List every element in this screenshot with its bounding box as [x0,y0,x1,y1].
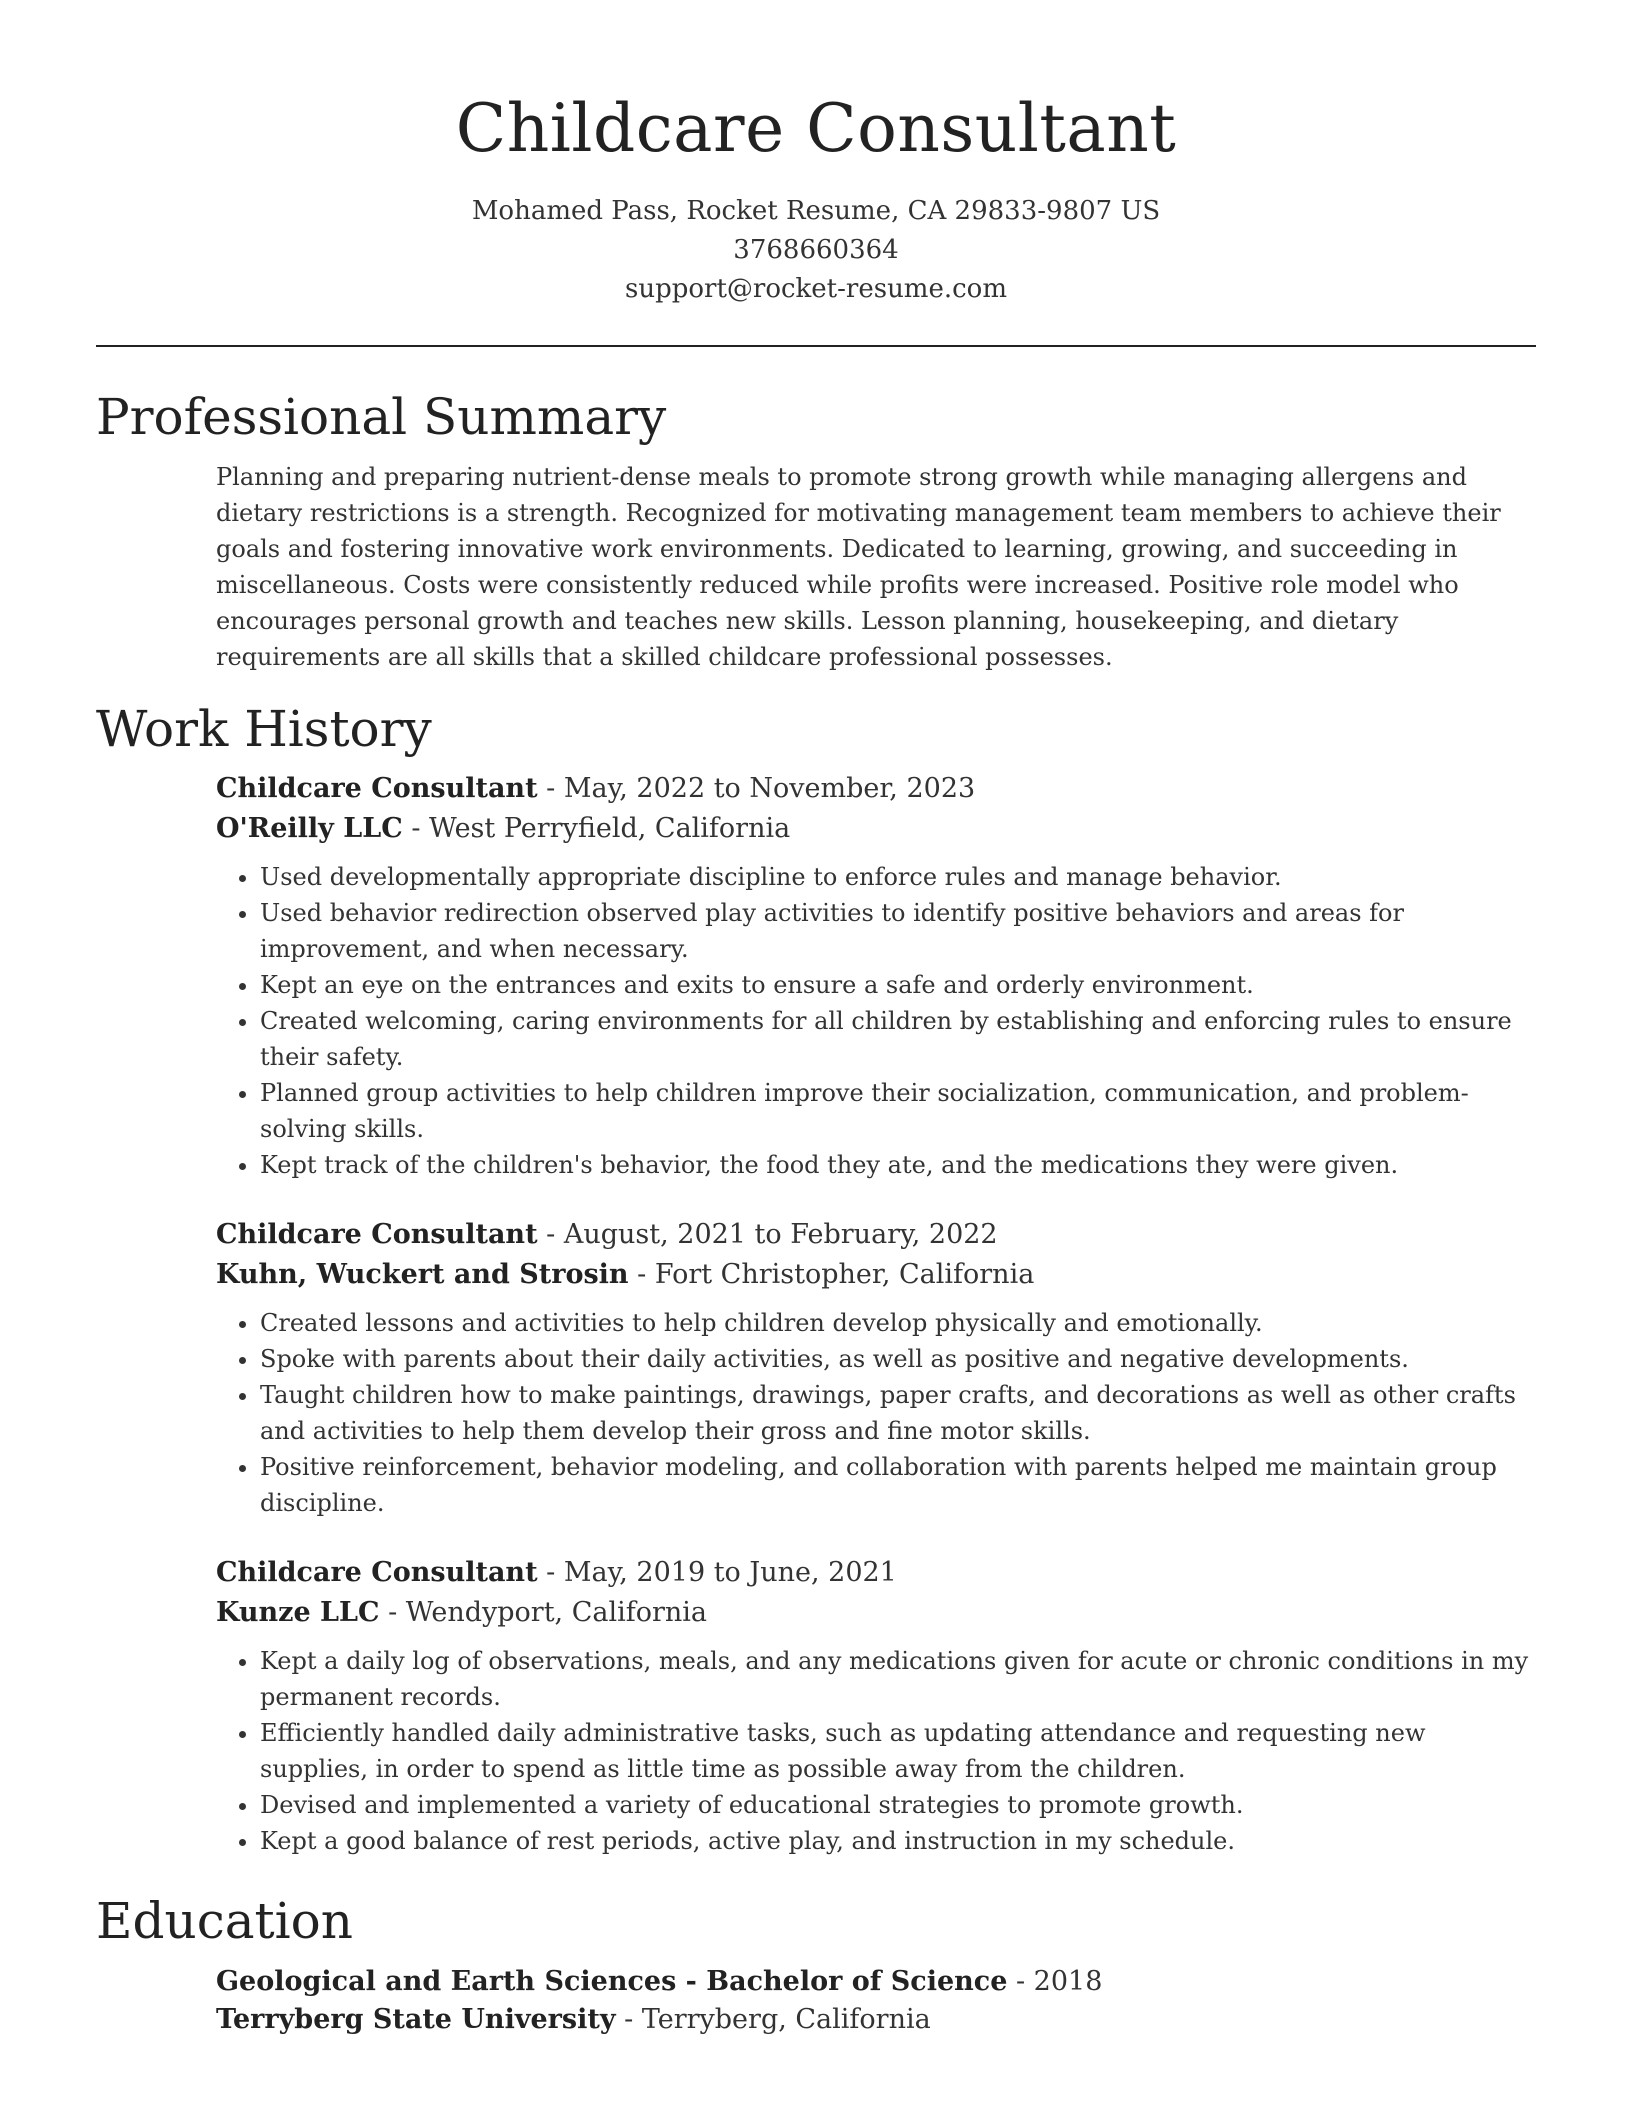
job-company-line [216,1593,1536,1633]
contact-address: Mohamed Pass, Rocket Resume, CA 29833-9807 US [471,196,1161,226]
contact-block [96,192,1536,309]
contact-email: support@rocket-resume.com [624,274,1007,304]
work-history-heading: Work History [96,700,432,758]
job-entry [216,1215,1536,1521]
job-bullet: • Efficiently handled daily administrative tasks, such as updating attendance and requesting new supplies, in order to spend as little time as possible away from the children. [260,1715,1536,1787]
education-school: Terryberg State University [216,2004,616,2035]
job-company-line [216,1255,1536,1295]
summary-text: Planning and preparing nutrient-dense meals to promote strong growth while managing allergens and dietary restrictions is a strength. Recognized for motivating management team members to achieve their goals and fostering innovative work environments. Dedicated to learning, growing, and succeeding in miscellaneous. Costs were consistently reduced while profits were increased. Positive role model who encourages personal growth and teaches new skills. Lesson planning, housekeeping, and dietary requirements are all skills that a skilled childcare professional possesses. [216,463,1501,671]
job-company-line [216,809,1536,849]
job-company: Kuhn, Wuckert and Strosin [216,1259,629,1290]
job-bullet: • Used behavior redirection observed play activities to identify positive behaviors and areas for improvement, and when necessary. [260,895,1536,967]
job-bullet: • Taught children how to make paintings, drawings, paper crafts, and decorations as well as other crafts and activities to help them develop their gross and fine motor skills. [260,1377,1536,1449]
education-heading: Education [96,1892,353,1950]
job-title-line [216,1215,1536,1255]
job-bullet: • Spoke with parents about their daily activities, as well as positive and negative developments. [260,1341,1536,1377]
job-bullets [216,1305,1536,1521]
job-bullet: • Used developmentally appropriate discipline to enforce rules and manage behavior. [260,859,1536,895]
resume-title: Childcare Consultant [455,90,1177,167]
job-bullet: • Planned group activities to help children improve their socialization, communication, and problem-solving skills. [260,1075,1536,1147]
job-location: - Wendyport, California [379,1597,708,1628]
job-title: Childcare Consultant [216,773,538,804]
education-location: - Terryberg, California [615,2004,931,2035]
job-bullet: • Kept an eye on the entrances and exits to ensure a safe and orderly environment. [260,967,1536,1003]
job-title: Childcare Consultant [216,1557,538,1588]
job-bullet: • Created welcoming, caring environments for all children by establishing and enforcing rules to ensure their safety. [260,1003,1536,1075]
contact-phone: 3768660364 [733,235,899,265]
education-school-line [216,2001,1536,2039]
job-bullet: • Kept a daily log of observations, meals, and any medications given for acute or chronic conditions in my permanent records. [260,1643,1536,1715]
job-entry [216,769,1536,1183]
job-bullets [216,1643,1536,1859]
summary-heading: Professional Summary [96,388,667,446]
job-bullets [216,859,1536,1183]
job-entry [216,1553,1536,1859]
education-entry [216,1963,1536,2039]
resume-page [96,0,1536,2039]
job-title-line [216,769,1536,809]
job-dates: - May, 2022 to November, 2023 [537,773,976,804]
job-title-line [216,1553,1536,1593]
job-bullet: • Devised and implemented a variety of educational strategies to promote growth. [260,1787,1536,1823]
education-field: Geological and Earth Sciences [216,1966,677,1997]
job-bullet: • Kept track of the children's behavior, the food they ate, and the medications they were given. [260,1147,1536,1183]
job-company: O'Reilly LLC [216,813,403,844]
job-dates: - August, 2021 to February, 2022 [537,1219,998,1250]
job-dates: - May, 2019 to June, 2021 [537,1557,897,1588]
education-year: - 2018 [1007,1966,1103,1997]
job-bullet: • Created lessons and activities to help children develop physically and emotionally. [260,1305,1536,1341]
education-degree-line [216,1963,1536,2001]
job-location: - Fort Christopher, California [628,1259,1035,1290]
job-bullet: • Kept a good balance of rest periods, active play, and instruction in my schedule. [260,1823,1536,1859]
job-company: Kunze LLC [216,1597,380,1628]
education-degree: - Bachelor of Science [676,1966,1008,1997]
job-bullet: • Positive reinforcement, behavior modeling, and collaboration with parents helped me maintain group discipline. [260,1449,1536,1521]
header-divider [96,345,1536,347]
job-title: Childcare Consultant [216,1219,538,1250]
job-location: - West Perryfield, California [402,813,791,844]
resume-header [96,0,1536,309]
